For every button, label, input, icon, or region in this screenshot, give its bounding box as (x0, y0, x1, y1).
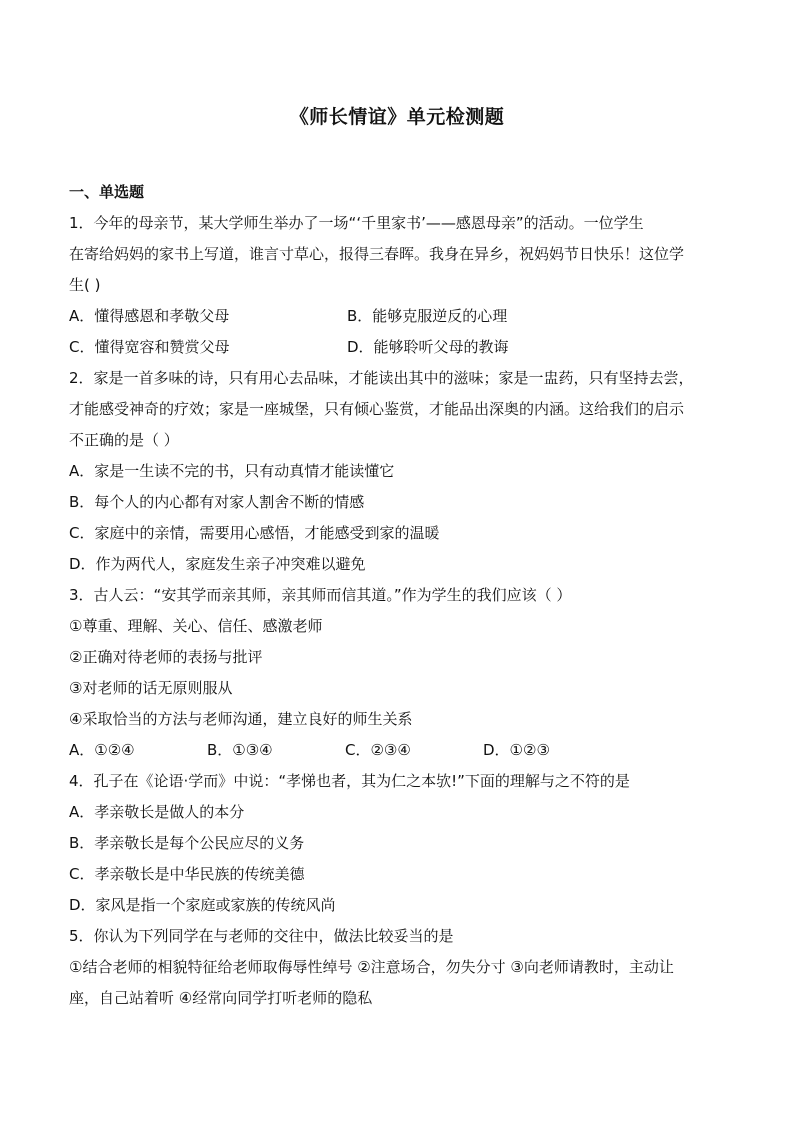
question-text-line: 3．古人云：“安其学而亲其师，亲其师而信其道。”作为学生的我们应该（ ） (69, 586, 572, 604)
question-2 (69, 363, 733, 580)
question-text-line: 座，自己站着听 ④经常向同学打听老师的隐私 (69, 989, 373, 1007)
section-heading: 一、单选题 (69, 183, 145, 201)
question-text-line: 生( ) (69, 276, 101, 294)
option-d: D．家风是指一个家庭或家族的传统风尚 (69, 896, 336, 914)
option-b: B．能够克服逆反的心理 (347, 307, 508, 325)
question-4 (69, 766, 733, 921)
question-1 (69, 208, 733, 363)
document-title: 《师长情谊》单元检测题 (289, 106, 505, 128)
option-b: B．每个人的内心都有对家人割舍不断的情感 (69, 493, 365, 511)
question-text-line: 1．今年的母亲节，某大学师生举办了一场“‘千里家书’——感恩母亲”的活动。一位学生 (69, 214, 644, 232)
statement-item: ③对老师的话无原则服从 (69, 679, 233, 697)
option-b: B．孝亲敬长是每个公民应尽的义务 (69, 834, 305, 852)
option-a: A．家是一生读不完的书，只有动真情才能读懂它 (69, 462, 395, 480)
option-c: C．②③④ (345, 741, 411, 759)
option-b: B．①③④ (207, 741, 273, 759)
option-row (69, 332, 733, 363)
option-a: A．孝亲敬长是做人的本分 (69, 803, 245, 821)
option-d: D．能够聆听父母的教诲 (347, 338, 509, 356)
statement-item: ④采取恰当的方法与老师沟通，建立良好的师生关系 (69, 710, 413, 728)
statement-item: ①尊重、理解、关心、信任、感激老师 (69, 617, 323, 635)
question-5 (69, 921, 733, 1014)
question-text-line: 2．家是一首多味的诗，只有用心去品味，才能读出其中的滋味；家是一盅药，只有坚持去尝， (69, 369, 694, 387)
option-c: C．家庭中的亲情，需要用心感悟，才能感受到家的温暖 (69, 524, 440, 542)
option-a: A．①②④ (69, 741, 135, 759)
statement-item: ②正确对待老师的表扬与批评 (69, 648, 263, 666)
option-d: D．作为两代人，家庭发生亲子冲突难以避免 (69, 555, 366, 573)
option-a: A．懂得感恩和孝敬父母 (69, 307, 230, 325)
question-text-line: 5．你认为下列同学在与老师的交往中，做法比较妥当的是 (69, 927, 454, 945)
option-c: C．孝亲敬长是中华民族的传统美德 (69, 865, 305, 883)
question-text-line: 才能感受神奇的疗效；家是一座城堡，只有倾心鉴赏，才能品出深奥的内涵。这给我们的启示 (69, 400, 685, 418)
question-3 (69, 580, 733, 766)
question-text-line: 在寄给妈妈的家书上写道，谁言寸草心，报得三春晖。我身在异乡，祝妈妈节日快乐！这位学 (69, 245, 685, 263)
option-row (69, 301, 733, 332)
question-text-line: 不正确的是（ ） (69, 431, 179, 449)
question-text-line: ①结合老师的相貌特征给老师取侮辱性绰号 ②注意场合，勿失分寸 ③向老师请教时，主动让 (69, 958, 674, 976)
option-row (69, 735, 733, 766)
option-c: C．懂得宽容和赞赏父母 (69, 338, 230, 356)
document-body (69, 177, 733, 1014)
option-d: D．①②③ (483, 741, 550, 759)
question-text-line: 4．孔子在《论语·学而》中说：“孝悌也者，其为仁之本欤!”下面的理解与之不符的是 (69, 772, 630, 790)
